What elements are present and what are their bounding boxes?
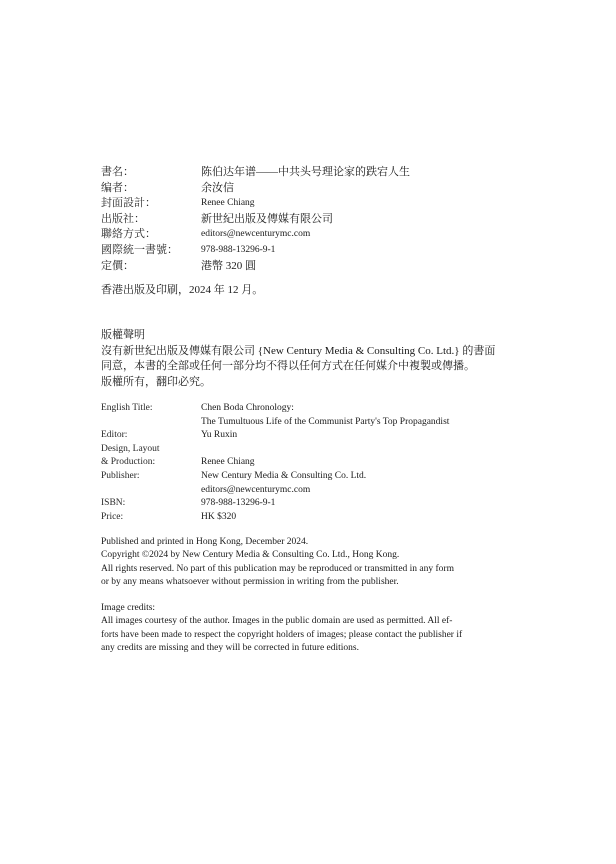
credits-line: forts have been made to respect the copyright holders of images; please contact the publisher if: [101, 629, 463, 640]
copyright-line: or by any means whatsoever without permission in writing from the publisher.: [101, 576, 399, 587]
cn-row-contact: [101, 227, 410, 243]
cn-row-isbn: [101, 243, 410, 259]
publication-note-cn: 香港出版及印刷，2024 年 12 月。: [101, 284, 264, 296]
en-label: [101, 416, 201, 430]
credits-line: any credits are missing and they will be corrected in future editions.: [101, 642, 360, 653]
rights-line: 版權所有，翻印必究。: [101, 375, 211, 388]
en-row: [101, 402, 449, 416]
rights-line: 同意，本書的全部或任何一部分均不得以任何方式在任何媒介中複製或傳播。: [101, 360, 475, 373]
en-row: [101, 443, 449, 457]
en-label: Price:: [101, 511, 124, 522]
english-book-info: [101, 402, 449, 524]
chinese-book-info: [101, 165, 410, 274]
cn-value: 陈伯达年谱——中共头号理论家的跌宕人生: [201, 166, 410, 178]
cn-label: 聯絡方式：: [101, 228, 156, 241]
cn-value: 978-988-13296-9-1: [201, 244, 276, 255]
cn-label: 封面設計：: [101, 197, 156, 210]
en-value: HK $320: [201, 511, 237, 522]
credits-line: All images courtesy of the author. Images in the public domain are used as permitted. All ef-: [101, 616, 453, 627]
en-label: Publisher:: [101, 470, 140, 481]
en-label: Design, Layout: [101, 443, 160, 454]
cn-value: 港幣 320 圓: [201, 259, 256, 272]
copyright-line: All rights reserved. No part of this publication may be reproduced or transmitted in any form: [101, 563, 454, 574]
cn-label: 编者：: [101, 181, 134, 194]
en-row: [101, 470, 449, 484]
cn-label: 國際統一書號：: [101, 243, 178, 256]
en-row: [101, 416, 449, 430]
en-row: [101, 484, 449, 498]
cn-value: 新世紀出版及傳媒有限公司: [201, 212, 333, 225]
en-value: 978-988-13296-9-1: [201, 498, 276, 509]
en-row: [101, 497, 449, 511]
cn-value: 余汝信: [201, 181, 234, 194]
rights-line: 沒有新世紀出版及傳媒有限公司 {New Century Media & Consulting Co. Ltd.} 的書面: [101, 344, 496, 357]
en-label: Editor:: [101, 430, 128, 441]
en-value: Renee Chiang: [201, 457, 255, 468]
en-label: & Production:: [101, 457, 156, 468]
cn-label: 出版社：: [101, 212, 145, 225]
en-value: Yu Ruxin: [201, 430, 238, 441]
en-label: [101, 484, 201, 498]
en-row: [101, 511, 449, 525]
cn-label: 書名：: [101, 166, 134, 178]
cn-label: 定價：: [101, 259, 134, 272]
en-row: [101, 429, 449, 443]
en-value: The Tumultuous Life of the Communist Party's Top Propagandist: [201, 416, 450, 427]
cn-row-title: [101, 165, 410, 181]
copyright-line: Copyright ©2024 by New Century Media & Consulting Co. Ltd., Hong Kong.: [101, 550, 400, 561]
en-value: New Century Media & Consulting Co. Ltd.: [201, 470, 367, 481]
en-label: ISBN:: [101, 498, 126, 509]
copyright-line: Published and printed in Hong Kong, December 2024.: [101, 537, 309, 547]
en-label: English Title:: [101, 403, 153, 413]
en-value: editors@newcenturymc.com: [201, 484, 311, 495]
en-value: Chen Boda Chronology:: [201, 403, 294, 413]
cn-value: Renee Chiang: [201, 198, 255, 209]
image-credits: [101, 602, 462, 655]
cn-row-editor: [101, 181, 410, 197]
cn-row-publisher: [101, 212, 410, 228]
en-row: [101, 456, 449, 470]
cn-value: editors@newcenturymc.com: [201, 229, 311, 240]
rights-heading: 版權聲明: [101, 329, 145, 341]
rights-statement-cn: [101, 328, 495, 390]
cn-row-cover-design: [101, 196, 410, 212]
credits-heading: Image credits:: [101, 603, 156, 613]
copyright-statement-en: [101, 536, 454, 589]
cn-row-price: [101, 259, 410, 275]
